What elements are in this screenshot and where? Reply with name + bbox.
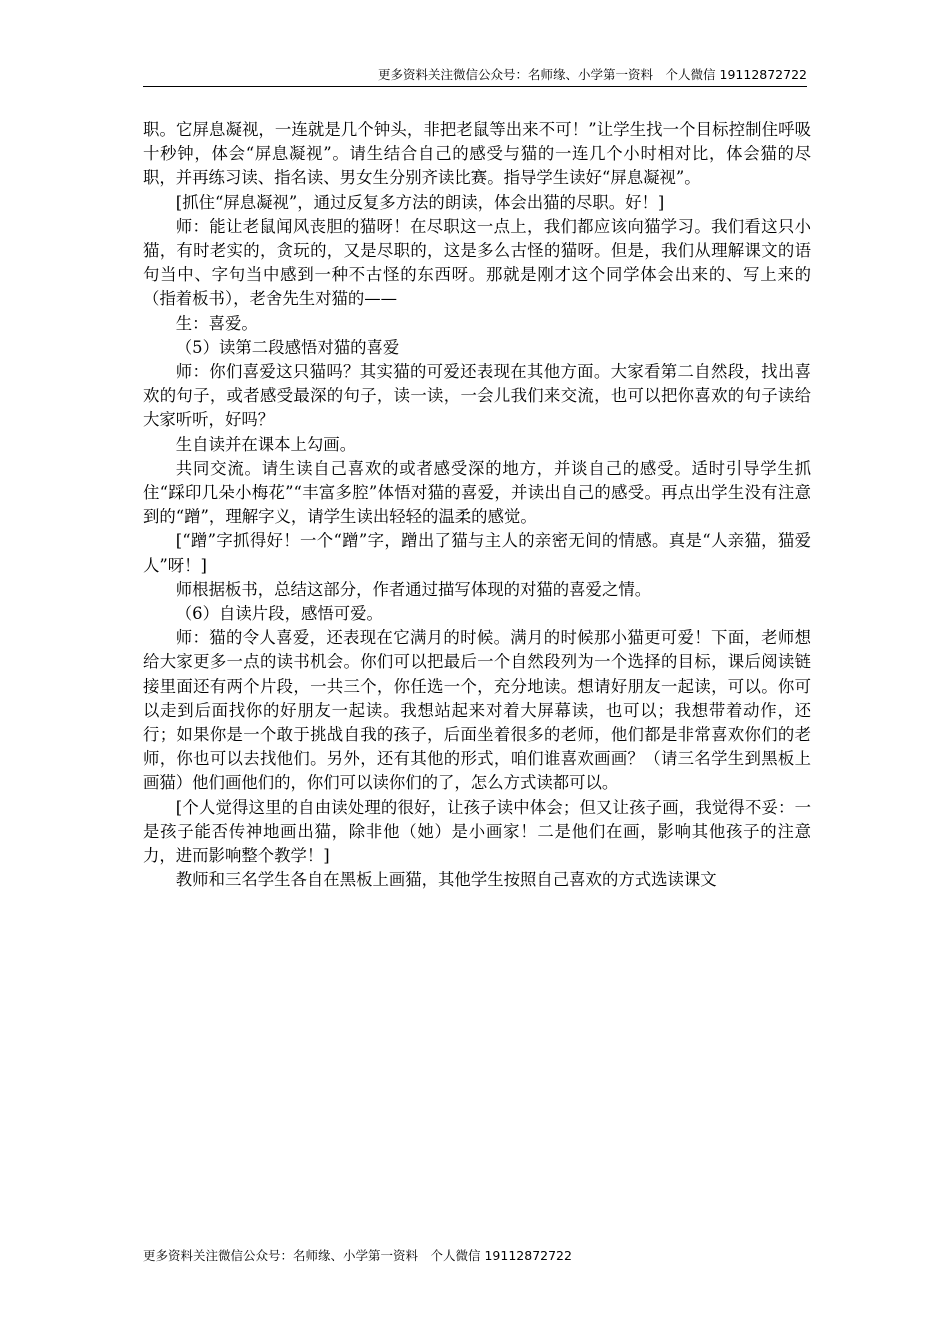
paragraph-7: 生自读并在课本上勾画。 [175, 434, 357, 454]
paragraph-12: 师：猫的令人喜爱，还表现在它满月的时候。满月的时候那小猫更可爱！下面，老师想给大家更多一点的读书机会。你们可以把最后一个自然段列为一个选择的目标，课后阅读链接里面还有两个片段，一共三个，你任选一个，充分地读。想请好朋友一起读，可以。你可以走到后面找你的好朋友一起读。我想站起来对着大屏幕读，也可以；我想带着动作，还行；如果你是一个敢于挑战自我的孩子，后面坐着很多的老师，他们都是非常喜欢你们的老师，你也可以去找他们。另外，还有其他的形式，咱们谁喜欢画画？（请三名学生到黑板上画猫）他们画他们的，你们可以读你们的了，怎么方式读都可以。 [143, 628, 811, 793]
paragraph-8: 共同交流。请生读自己喜欢的或者感受深的地方，并谈自己的感受。适时引导学生抓住“踩印几朵小梅花”“丰富多腔”体悟对猫的喜爱，并读出自己的感受。再点出学生没有注意到的“蹭”，理解字义，请学生读出轻轻的温柔的感觉。 [143, 458, 811, 527]
paragraph-11: （6）自读片段，感悟可爱。 [175, 604, 383, 624]
page-header: 更多资料关注微信公众号：名师缘、小学第一资料 个人微信 19112872722 [378, 67, 807, 82]
header-divider [143, 86, 807, 87]
paragraph-10: 师根据板书，总结这部分，作者通过描写体现的对猫的喜爱之情。 [175, 579, 652, 599]
paragraph-13: [个人觉得这里的自由读处理的很好，让孩子读中体会；但又让孩子画，我觉得不妥：一是孩子能否传神地画出猫，除非他（她）是小画家！二是他们在画，影响其他孩子的注意力，进而影响整个教学！] [143, 797, 811, 866]
paragraph-3: 师：能让老鼠闻风丧胆的猫呀！在尽职这一点上，我们都应该向猫学习。我们看这只小猫，有时老实的，贪玩的，又是尽职的，这是多么古怪的猫呀。但是，我们从理解课文的语句当中、字句当中感到一种不古怪的东西呀。那就是刚才这个同学体会出来的、写上来的（指着板书），老舍先生对猫的—— [143, 216, 811, 309]
page-footer: 更多资料关注微信公众号：名师缘、小学第一资料 个人微信 19112872722 [143, 1248, 572, 1263]
paragraph-5: （5）读第二段感悟对猫的喜爱 [175, 337, 400, 357]
paragraph-14: 教师和三名学生各自在黑板上画猫，其他学生按照自己喜欢的方式选读课文 [175, 870, 717, 890]
paragraph-6: 师：你们喜爱这只猫吗？其实猫的可爱还表现在其他方面。大家看第二自然段，找出喜欢的句子，或者感受最深的句子，读一读，一会儿我们来交流，也可以把你喜欢的句子读给大家听听，好吗？ [143, 362, 811, 430]
paragraph-1: 职。它屏息凝视，一连就是几个钟头，非把老鼠等出来不可！”让学生找一个目标控制住呼吸十秒钟，体会“屏息凝视”。请生结合自己的感受与猫的一连几个小时相对比，体会猫的尽职，并再练习读、指名读、男女生分别齐读比赛。指导学生读好“屏息凝视”。 [143, 120, 811, 188]
document-body [143, 118, 811, 893]
paragraph-4: 生：喜爱。 [175, 313, 258, 333]
paragraph-9: [“蹭”字抓得好！一个“蹭”字，蹭出了猫与主人的亲密无间的情感。真是“人亲猫，猫爱人”呀！] [143, 531, 811, 575]
paragraph-2: [抓住“屏息凝视”，通过反复多方法的朗读，体会出猫的尽职。好！] [175, 192, 665, 212]
